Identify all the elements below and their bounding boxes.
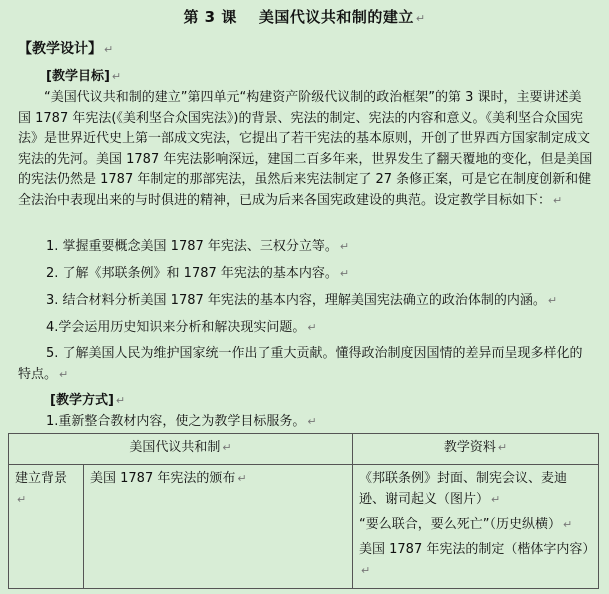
material-item: “要么联合，要么死亡”（历史纵横） ↵ (359, 517, 573, 532)
table-header-system: 美国代议共和制 ↵ (9, 434, 353, 465)
intro-paragraph: “美国代议共和制的建立”第四单元“构建资产阶级代议制的政治框架”的第 3 课时，主要讲述美国 1787 年宪法(《美利坚合众国宪法》)的背景、宪法的制定、宪法的内容和意义。《美利坚合众国宪法》是世界近代史上第一部成文宪法，它提出了若干宪法的基本原则，开创了世界西方国家制定成文宪法的先河。美国 1787 年宪法影响深远，建国二百多年来，世界发生了翻天覆地的变化，但是美国的宪法仍然是 1787 年制定的那部宪法，虽然后来宪法制定了 27 条修正案，可是它在制度创新和健全法治中表现出来的与时俱进的精神，已成为后来各国宪政建设的典范。设定教学目标如下： ↵ (18, 90, 593, 208)
table-header-materials: 教学资料 ↵ (353, 434, 599, 465)
goal-item: 1. 掌握重要概念美国 1787 年宪法、三权分立等。 ↵ (46, 239, 350, 254)
row-content-cell: 美国 1787 年宪法的颁布 ↵ (84, 465, 353, 589)
goal-item: 3. 结合材料分析美国 1787 年宪法的基本内容，理解美国宪法确立的政治体制的内涵。 ↵ (46, 293, 558, 308)
paragraph-mark-icon: ↵ (415, 12, 426, 25)
paragraph-mark-icon: ↵ (553, 193, 563, 207)
table-header-row (9, 434, 599, 465)
materials-cell (353, 465, 599, 589)
goal-item: 4.学会运用历史知识来分析和解决现实问题。 ↵ (46, 320, 317, 335)
goal-heading: [教学目标] ↵ (46, 69, 122, 84)
material-item: 《邦联条例》封面、制宪会议、麦迪逊、谢司起义（图片） ↵ (359, 471, 568, 507)
goal-item: 2. 了解《邦联条例》和 1787 年宪法的基本内容。 ↵ (46, 266, 350, 281)
goal-item: 5. 了解美国人民为维护国家统一作出了重大贡献。懂得政治制度因国情的差异而呈现多样化的特点。 ↵ (18, 346, 583, 382)
table-row (9, 465, 599, 589)
lesson-table (8, 433, 599, 589)
method-heading: [教学方式] ↵ (50, 393, 126, 408)
row-label-cell: 建立背景↵ (9, 465, 84, 589)
page-title (0, 6, 609, 27)
lesson-number: 第 3 课 (183, 8, 237, 26)
paragraph-mark-icon: ↵ (115, 394, 126, 407)
paragraph-mark-icon: ↵ (111, 70, 122, 83)
paragraph-mark-icon: ↵ (104, 43, 114, 56)
lesson-title: 美国代议共和制的建立 (258, 8, 414, 26)
design-heading: 【教学设计】 ↵ (18, 41, 114, 57)
method-item: 1.重新整合教材内容，使之为教学目标服务。 ↵ (46, 414, 317, 429)
material-item: 美国 1787 年宪法的制定（楷体字内容）↵ (359, 542, 596, 577)
